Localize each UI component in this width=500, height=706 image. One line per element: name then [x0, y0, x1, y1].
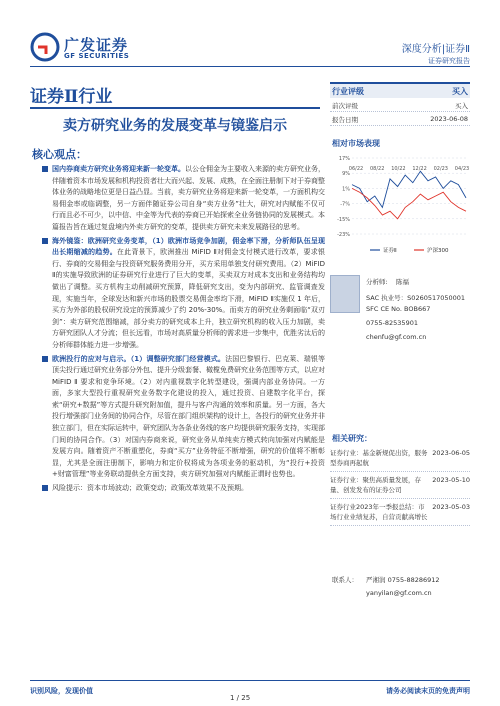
- contact-name-phone: 严湘润 0755-88286912: [366, 576, 440, 584]
- list-item[interactable]: [330, 499, 470, 526]
- rating-row: [330, 98, 470, 112]
- rating-row-label: 前次评级: [332, 102, 358, 110]
- series-line: [352, 171, 466, 207]
- y-tick-label: -7%: [340, 201, 350, 208]
- legend-label: 沪深300: [427, 248, 449, 254]
- paragraph-lead: 国内券商卖方研究业务将迎来新一轮变革。: [52, 165, 185, 173]
- x-tick-label: 12/22: [412, 166, 427, 172]
- related-research-title: 相关研究：: [332, 434, 372, 443]
- related-date: 2023-06-05: [432, 449, 470, 457]
- analyst-email[interactable]: chenfu@gf.com.cn: [366, 333, 427, 341]
- related-title-text: 证券行业：聚焦高质量发展，存量、创发发布的证券公司: [330, 476, 421, 494]
- chart-title: 相对市场表现: [332, 139, 380, 148]
- x-tick-label: 08/22: [369, 166, 385, 172]
- legend-label: 证券Ⅱ: [383, 248, 397, 254]
- rating-header: [330, 82, 470, 98]
- risk-warning: 风险提示：资本市场波动；政策变动；政策改革效果不及预期。: [52, 484, 248, 493]
- paragraph: [42, 354, 325, 482]
- x-tick-label: 04/23: [454, 166, 470, 172]
- analyst-photo: [330, 275, 360, 313]
- list-item[interactable]: [330, 472, 470, 499]
- related-title-text: 证券行业2023年一季报总结：市场行业业绩复苏，自营贡献高增长: [330, 503, 428, 521]
- relative-performance-chart: [330, 150, 470, 260]
- x-tick-label: 02/23: [433, 166, 449, 172]
- rating-header-value: 买入: [452, 87, 468, 96]
- doc-subtitle: 证券研究报告: [428, 57, 470, 65]
- bullet-icon: [42, 356, 48, 362]
- rating-row-value: 2023-06-08: [430, 115, 468, 123]
- y-tick-label: -23%: [337, 232, 350, 238]
- y-tick-label: 1%: [342, 186, 350, 193]
- related-date: 2023-05-03: [432, 503, 470, 511]
- footer-slogan: 识别风险，发现价值: [30, 687, 93, 695]
- paragraph-lead: 欧洲投行的应对与启示。（1）调整研究部门经营模式。: [52, 354, 226, 363]
- rating-row-label: 报告日期: [332, 116, 358, 124]
- paragraph: [42, 483, 325, 495]
- page-number: 1 / 25: [230, 694, 251, 702]
- rating-header-label: 行业评级: [332, 87, 364, 96]
- header-divider: [30, 66, 470, 67]
- paragraph: [42, 164, 325, 234]
- sector-heading: [30, 82, 320, 110]
- paragraph-text: 法国巴黎银行、巴克莱、瑞银等顶尖投行通过研究业务部分外包、提升分级套餐、橄榄免费研究业务范围等方式，以应对 MiFID Ⅱ 要求和竞争环境。（2）对内重视数字化转型建设，强调内部业务协同。一方面，多家大型投行重视研究业务数字化建设的投入，通过投资、自建数字化平台，探索“研究+数据”等方式提升研究附加值，提升与客户沟通的效率和质量。另一方面，各大投行增强部门业务间的协同合作，尽管在部门组织架构的设计上，各投行的研究业务并非独立部门，但在实际运转中，研究团队为各条业务线的客户均提供研究服务支持，实现部门间的协同合作。（3）对国内券商来说，研究业务从单纯卖方模式转向加强对内赋能是发展方向。随着资产不断重塑化，券商“买方”业务特征不断增强，研究的价值将不断彰显，尤其是全面注册制下，影响力和定价权将成为各项业务的驱动机，为“投行+投资+财富管理”等业务联动提供全方面支持，卖方研究加强对内赋能正谓时也势也。: [52, 354, 326, 479]
- company-logo: [30, 32, 150, 62]
- y-tick-label: -15%: [337, 216, 350, 223]
- related-title-text: 证券行业：基金新规促出资，服务型券商再起航: [330, 449, 428, 467]
- rating-row: [330, 112, 470, 126]
- bullet-icon: [42, 238, 48, 244]
- analyst-sfc: SFC CE No. BOB667: [366, 305, 431, 313]
- analyst-sac: SAC 执业号：S0260517050001: [366, 294, 466, 302]
- related-date: 2023-05-10: [432, 476, 470, 484]
- footer-disclaimer: 请务必阅读末页的免责声明: [386, 687, 470, 695]
- paragraph: [42, 236, 325, 352]
- logo-chinese: 广发证券: [64, 36, 129, 54]
- paragraph-lead: 海外镜鉴：欧洲研究业务变革，（1）欧洲市场竞争加剧，佣金率下滑，分析师队伍呈现出长期缩减的趋势。: [52, 236, 325, 257]
- sector-underline: [30, 107, 320, 109]
- gf-logo-icon: [30, 32, 60, 62]
- paragraph-text: 以公仓佣金为主要收入来源的卖方研究业务，伴随着资本市场发展和机构投资者壮大而兴起、发展、成熟，在全面注册制下对于券商整体业务的战略地位更是日益凸显。当前，卖方研究业务将迎来新一轮变革，一方面机构交易佣金率或临调整，另一方面伴随证券公司自身“卖方业务”壮大，研究对内赋能不仅可行而且必不可少，以中信、中金等为代表的券商已开始探索全业务链协同的发展模式。本篇报告旨在通过复盘境内外卖方研究的变革，提供卖方研究未来发展路径的思考。: [52, 165, 325, 231]
- analyst-phone: 0755-82535901: [366, 319, 418, 327]
- analyst-name: 陈福: [396, 278, 409, 286]
- sector-name: 证券Ⅱ行业: [30, 87, 113, 107]
- bullet-icon: [42, 485, 48, 491]
- paragraph-text: 在此背景下，欧洲推出 MiFID Ⅱ对佣金支付模式进行改革，要求银行、券商的交易佣金与投资研究服务费用分开，买方采用单独支付研究费用。（2）MiFID Ⅱ的实施导致欧洲的证券研究行业进行了巨大的变革，买卖双方对成本支出和业务结构均做出了调整。买方机构主动削减研究预算，降低研究支出，变为内部研究、监管调查发现，实施当年，全球发达和新兴市场的股票交易佣金率均下滑，MiFID Ⅱ实施仅 1 年后，买方为外部的股权研究设定的预算减少了约 20%-30%。而卖方的研究业务剩面临“双刃剑”：卖方研究范围缩减，部分卖方的研究成本上升，独立研究机构的收入压力加剧，卖方研究团队人才分流；但长远看，市场对高质量分析师的需求进一步集中，优胜劣汰后的分析师群体能力进一步增强。: [52, 248, 325, 349]
- x-tick-label: 10/22: [391, 166, 406, 172]
- analyst-role: 分析师:: [366, 278, 388, 286]
- bullet-icon: [42, 166, 48, 172]
- report-body: [42, 164, 325, 497]
- rating-row-value: 买入: [455, 102, 468, 110]
- page-header: [0, 0, 500, 70]
- rating-table: [330, 82, 470, 126]
- y-tick-label: 9%: [342, 171, 350, 178]
- footer-divider: [30, 680, 470, 681]
- logo-english: GF SECURITIES: [64, 52, 130, 60]
- contact-label: 联系人：: [332, 576, 358, 584]
- core-view-label: 核心观点：: [32, 148, 87, 161]
- related-research-list: [330, 445, 470, 526]
- list-item[interactable]: [330, 445, 470, 472]
- report-title: 卖方研究业务的发展变革与镜鉴启示: [63, 118, 287, 134]
- y-tick-label: 17%: [338, 156, 350, 162]
- doc-type: 深度分析|证券Ⅱ: [401, 44, 470, 55]
- contact-email[interactable]: yanyilan@gf.com.cn: [366, 589, 432, 597]
- x-tick-label: 06/22: [348, 166, 364, 172]
